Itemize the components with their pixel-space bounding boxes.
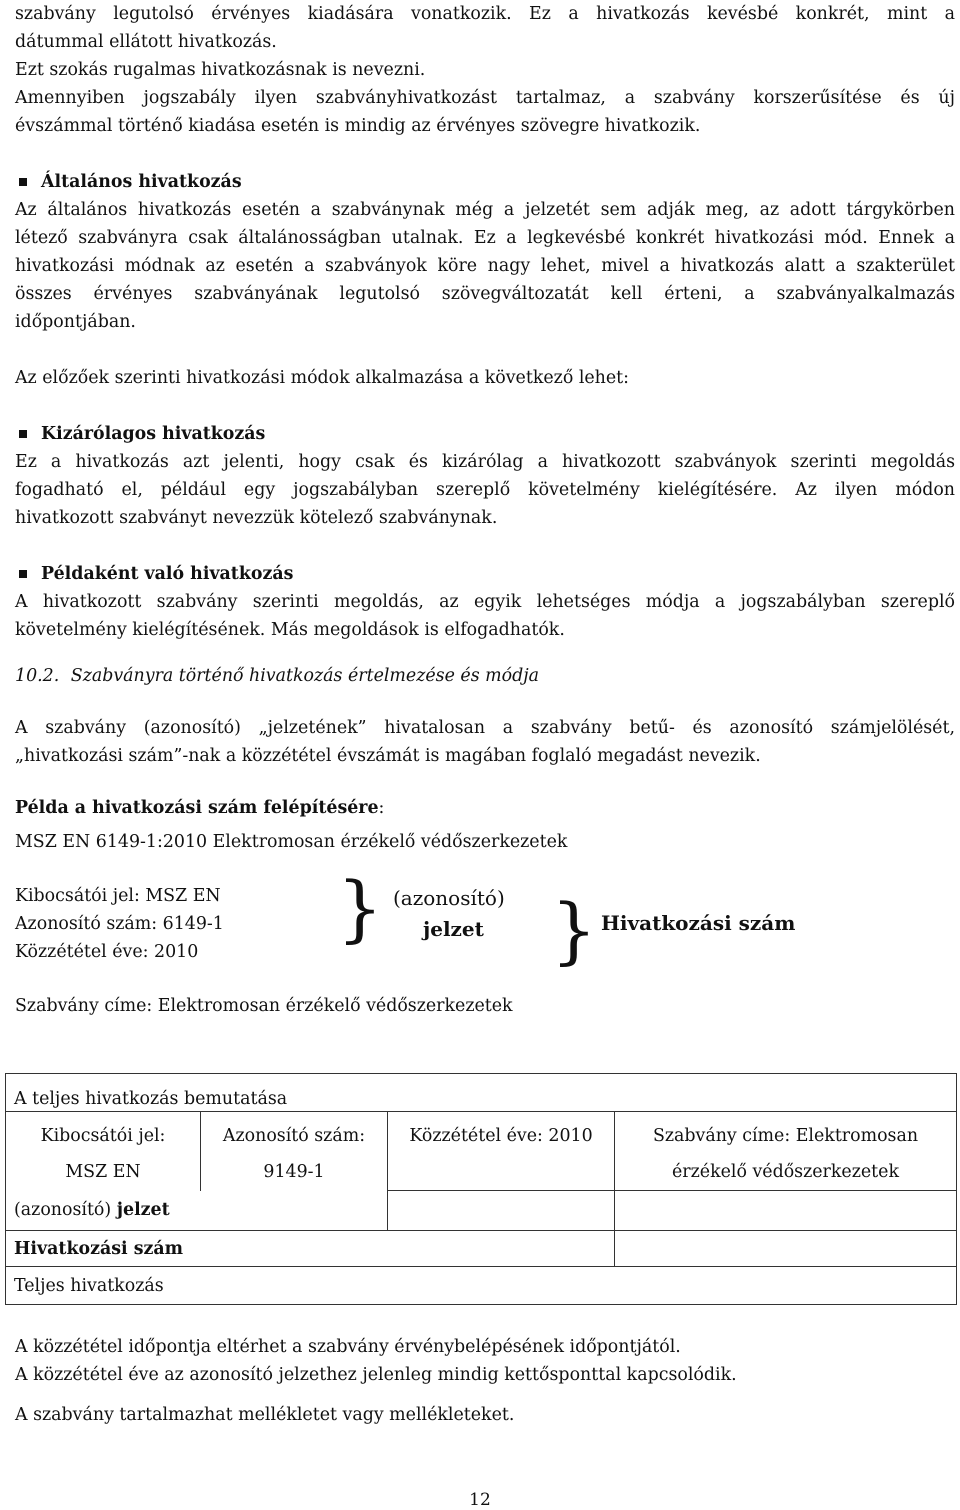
modes-intro: Az előzőek szerinti hivatkozási módok alkalmazása a következő lehet:	[15, 368, 630, 388]
issuer-line: Kibocsátói jel: MSZ EN	[15, 886, 221, 906]
example-colon: :	[378, 798, 385, 818]
document-page	[15, 0, 955, 1020]
reference-breakdown	[15, 866, 955, 986]
cell-value: 9149-1	[263, 1162, 325, 1182]
general-reference-section	[15, 168, 955, 336]
square-bullet-icon	[19, 570, 27, 578]
example-title-line: Szabvány címe: Elektromosan érzékelő védőszerkezetek	[15, 996, 513, 1016]
heading-example: Példaként való hivatkozás	[41, 564, 294, 584]
cell-label: Kibocsátói jel:	[40, 1126, 166, 1146]
bullet-heading	[15, 560, 955, 588]
example-reference-section	[15, 560, 955, 644]
brace-label-jelzet: jelzet	[423, 917, 484, 941]
example-full: MSZ EN 6149-1:2010 Elektromosan érzékelő védőszerkezetek	[15, 832, 568, 852]
cell-value: MSZ EN	[65, 1162, 141, 1182]
text-line: szabvány legutolsó érvényes kiadására vonatkozik. Ez a hivatkozás kevésbé konkrét, mint a	[15, 4, 955, 24]
text-line: létező szabványra csak általánosságban utalnak. Ez a legkevésbé konkrét hivatkozási mód. Ennek a	[15, 228, 955, 248]
note-line: A közzététel éve az azonosító jelzethez jelenleg mindig kettősponttal kapcsolódik.	[15, 1365, 737, 1385]
cell-value: érzékelő védőszerkezetek	[672, 1162, 899, 1182]
brace-label-azonosito: (azonosító)	[393, 886, 505, 910]
table-row-full-reference: Teljes hivatkozás	[6, 1267, 957, 1305]
square-bullet-icon	[19, 178, 27, 186]
table-row-reference-number: Hivatkozási szám	[6, 1231, 615, 1267]
text-line: évszámmal történő kiadása esetén is mindig az érvényes szövegre hivatkozik.	[15, 116, 701, 136]
table-caption: A teljes hivatkozás bemutatása	[6, 1074, 957, 1112]
table-empty-cell	[615, 1231, 957, 1267]
text-line: összes érvényes szabványának legutolsó szövegváltozatát kell érteni, a szabványalkalmazás	[15, 284, 955, 304]
section-heading	[15, 662, 955, 690]
text-line: időpontjában.	[15, 312, 136, 332]
example-heading	[15, 794, 955, 822]
row-label-prefix: (azonosító)	[14, 1200, 117, 1221]
example-label: Példa a hivatkozási szám felépítésére	[15, 798, 379, 818]
table-row-id-designation	[6, 1191, 388, 1231]
table-empty-cell	[388, 1191, 615, 1231]
text-line: A hivatkozott szabvány szerinti megoldás, az egyik lehetséges módja a jogszabályban szereplő	[15, 592, 955, 612]
text-line: Az általános hivatkozás esetén a szabványnak még a jelzetét sem adják meg, az adott tárgykörben	[15, 200, 955, 220]
text-line: hivatkozott szabványt nevezzük kötelező szabványnak.	[15, 508, 498, 528]
table-cell-issuer	[6, 1112, 201, 1191]
page-number: 12	[469, 1490, 491, 1510]
text-line: dátummal ellátott hivatkozás.	[15, 32, 277, 52]
cell-label: Szabvány címe: Elektromosan	[652, 1126, 919, 1146]
bullet-heading	[15, 168, 955, 196]
square-bullet-icon	[19, 430, 27, 438]
right-brace-icon: }	[551, 888, 597, 972]
section-number: 10.2.	[15, 666, 60, 686]
reference-number-label: Hivatkozási szám	[601, 911, 796, 935]
table-empty-cell	[615, 1191, 957, 1231]
table-cell-title	[615, 1112, 957, 1191]
year-line: Közzététel éve: 2010	[15, 942, 199, 962]
cell-label: Azonosító szám:	[222, 1126, 366, 1146]
text-line: fogadható el, például egy jogszabályban szereplő követelmény kielégítésére. Az ilyen módon	[15, 480, 955, 500]
text-line: „hivatkozási szám”-nak a közzététel évszámát is magában foglaló megadást nevezik.	[15, 746, 761, 766]
exclusive-reference-section	[15, 420, 955, 532]
text-line: Amennyiben jogszabály ilyen szabványhivatkozást tartalmaz, a szabvány korszerűsítése és új	[15, 88, 955, 108]
table-cell-id	[201, 1112, 388, 1191]
text-line: A szabvány (azonosító) „jelzetének” hivatalosan a szabvány betű- és azonosító számjelölését,	[15, 718, 955, 738]
text-line: Ezt szokás rugalmas hivatkozásnak is nevezni.	[15, 60, 426, 80]
table-cell-year: Közzététel éve: 2010	[388, 1112, 615, 1191]
intro-paragraph	[15, 0, 955, 140]
text-line: követelmény kielégítésének. Más megoldások is elfogadhatók.	[15, 620, 565, 640]
text-line: hivatkozási módnak az esetén a szabványok köre nagy lehet, mivel a hivatkozás alatt a szakterület	[15, 256, 955, 276]
notes-section	[15, 1333, 955, 1429]
text-line: Ez a hivatkozás azt jelenti, hogy csak és kizárólag a hivatkozott szabványok szerinti megoldás	[15, 452, 955, 472]
id-number-line: Azonosító szám: 6149-1	[15, 914, 224, 934]
right-brace-icon: }	[337, 866, 383, 950]
note-line: A szabvány tartalmazhat mellékletet vagy mellékleteket.	[15, 1405, 515, 1425]
row-label-bold: jelzet	[116, 1200, 170, 1221]
heading-general: Általános hivatkozás	[41, 172, 242, 192]
definition-paragraph	[15, 714, 955, 770]
full-reference-table	[5, 1073, 957, 1305]
note-line: A közzététel időpontja eltérhet a szabvány érvénybelépésének időpontjától.	[15, 1337, 681, 1357]
heading-exclusive: Kizárólagos hivatkozás	[41, 424, 266, 444]
section-title: Szabványra történő hivatkozás értelmezése és módja	[70, 666, 539, 686]
bullet-heading	[15, 420, 955, 448]
